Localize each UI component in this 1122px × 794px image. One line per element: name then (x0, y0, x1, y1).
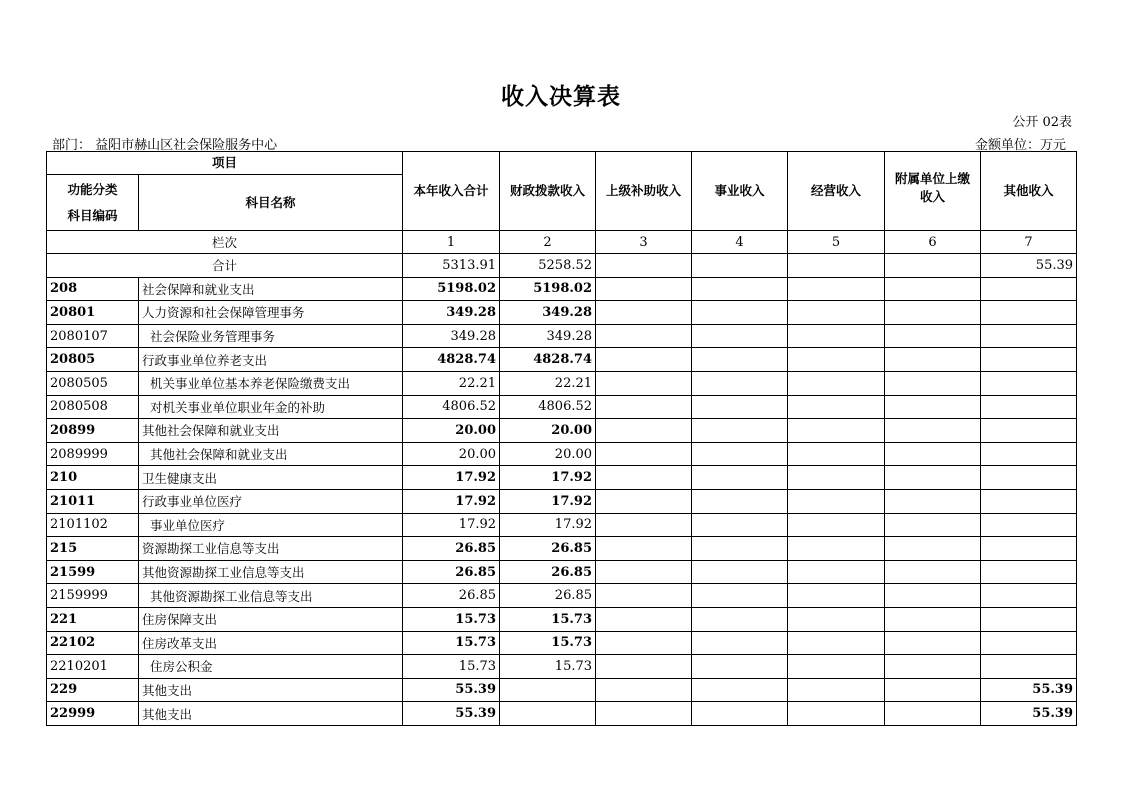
amount-cell (885, 442, 981, 466)
amount-cell: 26.85 (403, 584, 500, 608)
amount-cell (596, 277, 692, 301)
amount-cell (885, 348, 981, 372)
subject-name: 事业单位医疗 (139, 513, 403, 537)
amount-cell: 22.21 (403, 371, 500, 395)
table-row (47, 702, 1077, 726)
amount-cell: 17.92 (403, 489, 500, 513)
subject-code: 208 (47, 277, 139, 301)
amount-cell (788, 301, 885, 325)
amount-cell: 26.85 (403, 560, 500, 584)
amount-cell: 349.28 (500, 301, 596, 325)
subject-name-header: 科目名称 (139, 175, 403, 231)
amount-cell (788, 560, 885, 584)
subject-name: 资源勘探工业信息等支出 (139, 537, 403, 561)
column-header: 本年收入合计 (403, 152, 500, 231)
table-row (47, 489, 1077, 513)
amount-cell: 20.00 (500, 419, 596, 443)
amount-cell (885, 560, 981, 584)
amount-cell (692, 489, 788, 513)
amount-cell: 20.00 (403, 419, 500, 443)
amount-cell (788, 324, 885, 348)
table-row (47, 395, 1077, 419)
amount-cell (981, 277, 1077, 301)
amount-cell (981, 537, 1077, 561)
total-value (885, 254, 981, 278)
department-label: 部门： 益阳市赫山区社会保险服务中心 (52, 138, 278, 153)
table-row (47, 348, 1077, 372)
amount-cell (788, 584, 885, 608)
amount-cell: 4806.52 (500, 395, 596, 419)
amount-cell (596, 537, 692, 561)
table-row (47, 584, 1077, 608)
amount-cell (596, 678, 692, 702)
subject-name: 住房公积金 (139, 655, 403, 679)
subject-code: 2089999 (47, 442, 139, 466)
subject-name: 社会保障和就业支出 (139, 277, 403, 301)
column-header: 财政拨款收入 (500, 152, 596, 231)
amount-cell: 20.00 (500, 442, 596, 466)
amount-cell (981, 631, 1077, 655)
amount-cell (692, 395, 788, 419)
subject-name: 住房改革支出 (139, 631, 403, 655)
subject-code: 22102 (47, 631, 139, 655)
subject-code: 210 (47, 466, 139, 490)
col-no-label: 栏次 (47, 231, 403, 254)
amount-cell: 17.92 (500, 489, 596, 513)
amount-cell (981, 395, 1077, 419)
amount-cell (788, 419, 885, 443)
subject-code: 20801 (47, 301, 139, 325)
amount-cell (596, 466, 692, 490)
total-value (692, 254, 788, 278)
total-value (596, 254, 692, 278)
amount-cell (500, 678, 596, 702)
amount-cell (596, 395, 692, 419)
table-row (47, 301, 1077, 325)
subject-code: 2080107 (47, 324, 139, 348)
amount-cell: 349.28 (403, 324, 500, 348)
total-value: 5258.52 (500, 254, 596, 278)
amount-cell (788, 702, 885, 726)
amount-cell (692, 301, 788, 325)
amount-cell (885, 466, 981, 490)
amount-cell: 55.39 (403, 678, 500, 702)
subject-name: 对机关事业单位职业年金的补助 (139, 395, 403, 419)
amount-cell: 4828.74 (403, 348, 500, 372)
amount-cell: 22.21 (500, 371, 596, 395)
amount-cell (692, 631, 788, 655)
table-row (47, 419, 1077, 443)
amount-cell (596, 348, 692, 372)
amount-cell (692, 419, 788, 443)
form-number: 公开 02表 (1012, 115, 1072, 130)
income-table (46, 151, 1077, 726)
table-row (47, 631, 1077, 655)
subject-name: 人力资源和社会保障管理事务 (139, 301, 403, 325)
amount-cell: 4806.52 (403, 395, 500, 419)
total-value: 55.39 (981, 254, 1077, 278)
amount-cell: 26.85 (403, 537, 500, 561)
subject-name: 行政事业单位医疗 (139, 489, 403, 513)
col-number: 1 (403, 231, 500, 254)
amount-cell (788, 442, 885, 466)
amount-cell: 26.85 (500, 584, 596, 608)
amount-cell: 26.85 (500, 560, 596, 584)
amount-cell (885, 655, 981, 679)
subject-name: 其他社会保障和就业支出 (139, 442, 403, 466)
amount-cell: 55.39 (981, 678, 1077, 702)
amount-cell (885, 537, 981, 561)
amount-cell (692, 584, 788, 608)
amount-cell: 55.39 (981, 702, 1077, 726)
subject-code: 21599 (47, 560, 139, 584)
amount-cell (692, 466, 788, 490)
amount-cell (692, 655, 788, 679)
subject-name: 其他支出 (139, 678, 403, 702)
amount-cell: 15.73 (403, 655, 500, 679)
amount-cell (692, 560, 788, 584)
amount-cell (692, 371, 788, 395)
table-row (47, 513, 1077, 537)
amount-cell: 5198.02 (403, 277, 500, 301)
subject-code: 21011 (47, 489, 139, 513)
amount-cell (596, 607, 692, 631)
amount-cell (692, 607, 788, 631)
amount-cell (981, 489, 1077, 513)
item-header: 项目 (47, 152, 403, 175)
subject-name: 其他资源勘探工业信息等支出 (139, 560, 403, 584)
amount-cell (981, 584, 1077, 608)
subject-code: 2101102 (47, 513, 139, 537)
amount-cell: 4828.74 (500, 348, 596, 372)
amount-cell: 15.73 (500, 631, 596, 655)
subject-name: 其他资源勘探工业信息等支出 (139, 584, 403, 608)
table-row (47, 537, 1077, 561)
amount-cell: 15.73 (500, 655, 596, 679)
amount-cell (596, 655, 692, 679)
table-row (47, 560, 1077, 584)
amount-cell: 349.28 (500, 324, 596, 348)
column-header: 上级补助收入 (596, 152, 692, 231)
amount-cell (981, 348, 1077, 372)
amount-cell: 349.28 (403, 301, 500, 325)
amount-cell (788, 655, 885, 679)
col-number: 5 (788, 231, 885, 254)
total-label: 合计 (47, 254, 403, 278)
amount-cell (692, 277, 788, 301)
func-code-header: 功能分类 科目编码 (47, 175, 139, 231)
col-number: 6 (885, 231, 981, 254)
amount-cell (692, 442, 788, 466)
amount-cell (788, 537, 885, 561)
amount-cell (692, 537, 788, 561)
amount-cell (596, 560, 692, 584)
table-row (47, 607, 1077, 631)
amount-cell: 15.73 (403, 631, 500, 655)
column-header: 经营收入 (788, 152, 885, 231)
amount-cell: 5198.02 (500, 277, 596, 301)
amount-cell (885, 607, 981, 631)
amount-cell (981, 371, 1077, 395)
amount-cell (788, 277, 885, 301)
col-number: 2 (500, 231, 596, 254)
subject-name: 其他社会保障和就业支出 (139, 419, 403, 443)
amount-cell (981, 301, 1077, 325)
table-row (47, 442, 1077, 466)
amount-cell (788, 513, 885, 537)
table-row (47, 277, 1077, 301)
amount-cell (885, 371, 981, 395)
amount-cell: 15.73 (500, 607, 596, 631)
amount-cell: 17.92 (500, 466, 596, 490)
amount-cell (788, 631, 885, 655)
amount-cell (596, 513, 692, 537)
amount-cell: 17.92 (403, 466, 500, 490)
subject-name: 机关事业单位基本养老保险缴费支出 (139, 371, 403, 395)
amount-cell (981, 655, 1077, 679)
amount-cell (885, 678, 981, 702)
amount-cell (596, 301, 692, 325)
subject-code: 2080505 (47, 371, 139, 395)
amount-cell (885, 702, 981, 726)
amount-cell (885, 395, 981, 419)
amount-cell (788, 371, 885, 395)
amount-cell (885, 631, 981, 655)
col-number: 4 (692, 231, 788, 254)
table-row (47, 466, 1077, 490)
amount-cell (596, 324, 692, 348)
amount-unit-label: 金额单位：万元 (974, 138, 1066, 153)
subject-code: 2159999 (47, 584, 139, 608)
amount-cell (500, 702, 596, 726)
amount-cell (692, 348, 788, 372)
amount-cell (596, 371, 692, 395)
subject-name: 卫生健康支出 (139, 466, 403, 490)
amount-cell (981, 419, 1077, 443)
amount-cell: 20.00 (403, 442, 500, 466)
amount-cell (596, 631, 692, 655)
subject-name: 社会保险业务管理事务 (139, 324, 403, 348)
amount-cell (981, 442, 1077, 466)
amount-cell (596, 442, 692, 466)
subject-name: 其他支出 (139, 702, 403, 726)
amount-cell: 15.73 (403, 607, 500, 631)
amount-cell (981, 560, 1077, 584)
amount-cell (981, 324, 1077, 348)
column-header: 其他收入 (981, 152, 1077, 231)
amount-cell (788, 466, 885, 490)
subject-code: 229 (47, 678, 139, 702)
amount-cell (788, 607, 885, 631)
amount-cell (788, 489, 885, 513)
total-value: 5313.91 (403, 254, 500, 278)
subject-name: 行政事业单位养老支出 (139, 348, 403, 372)
subject-code: 20899 (47, 419, 139, 443)
amount-cell (885, 301, 981, 325)
amount-cell (885, 489, 981, 513)
amount-cell (885, 277, 981, 301)
subject-code: 215 (47, 537, 139, 561)
amount-cell (788, 678, 885, 702)
amount-cell (885, 584, 981, 608)
subject-code: 2080508 (47, 395, 139, 419)
amount-cell (981, 466, 1077, 490)
total-value (788, 254, 885, 278)
amount-cell (692, 324, 788, 348)
amount-cell (885, 513, 981, 537)
amount-cell: 26.85 (500, 537, 596, 561)
amount-cell (692, 513, 788, 537)
table-row (47, 655, 1077, 679)
total-row (47, 254, 1077, 278)
column-header: 附属单位上缴 收入 (885, 152, 981, 231)
amount-cell (596, 584, 692, 608)
amount-cell (596, 489, 692, 513)
amount-cell: 17.92 (403, 513, 500, 537)
amount-cell (788, 395, 885, 419)
amount-cell (692, 702, 788, 726)
amount-cell (692, 678, 788, 702)
amount-cell (788, 348, 885, 372)
amount-cell: 17.92 (500, 513, 596, 537)
col-number: 3 (596, 231, 692, 254)
table-row (47, 371, 1077, 395)
subject-name: 住房保障支出 (139, 607, 403, 631)
amount-cell (981, 513, 1077, 537)
table-row (47, 678, 1077, 702)
amount-cell (596, 419, 692, 443)
column-header: 事业收入 (692, 152, 788, 231)
subject-code: 2210201 (47, 655, 139, 679)
subject-code: 20805 (47, 348, 139, 372)
amount-cell (885, 419, 981, 443)
col-number: 7 (981, 231, 1077, 254)
amount-cell (885, 324, 981, 348)
table-row (47, 324, 1077, 348)
subject-code: 22999 (47, 702, 139, 726)
subject-code: 221 (47, 607, 139, 631)
amount-cell (981, 607, 1077, 631)
page-title: 收入决算表 (501, 84, 621, 110)
amount-cell: 55.39 (403, 702, 500, 726)
amount-cell (596, 702, 692, 726)
